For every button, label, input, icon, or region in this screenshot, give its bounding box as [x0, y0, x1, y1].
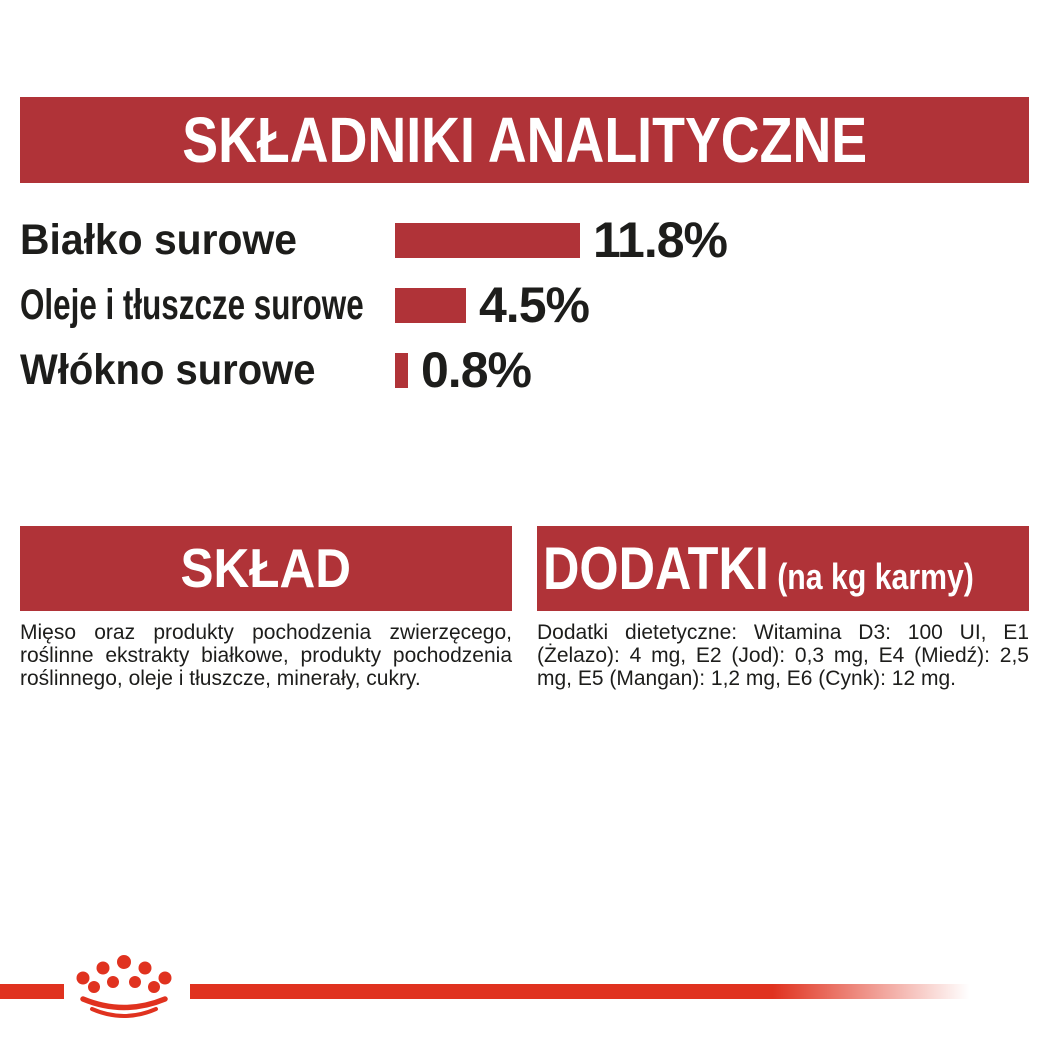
footer-rule-left — [0, 984, 64, 999]
additives-banner-text — [543, 534, 974, 602]
chart-row-protein — [20, 212, 728, 268]
footer-rule-right — [190, 984, 977, 999]
chart-value-label: 11.8% — [593, 212, 728, 268]
additives-title: DODATKI — [543, 534, 769, 602]
chart-row-fat — [20, 277, 589, 333]
chart-category-label: Włókno surowe — [20, 345, 316, 394]
page-title: SKŁADNIKI ANALITYCZNE — [182, 104, 867, 176]
chart-bar — [395, 223, 580, 258]
chart-category-label: Białko surowe — [20, 215, 297, 264]
additives-subtitle: (na kg karmy) — [777, 555, 974, 597]
chart-value-label: 4.5% — [479, 277, 589, 333]
chart-row-fibre — [20, 342, 531, 398]
chart-bar — [395, 353, 408, 388]
royal-canin-crown-logo — [74, 953, 174, 1025]
chart-bar — [395, 288, 466, 323]
additives-banner — [537, 526, 1029, 611]
composition-body: Mięso oraz produkty pochodzenia zwierzęcego, roślinne ekstrakty białkowe, produkty pochodzenia roślinnego, oleje i tłuszcze, minerały, cukry. — [20, 621, 512, 690]
composition-banner — [20, 526, 512, 611]
composition-section — [20, 526, 512, 690]
additives-body: Dodatki dietetyczne: Witamina D3: 100 UI, E1 (Żelazo): 4 mg, E2 (Jod): 0,3 mg, E4 (Miedź): 2,5 mg, E5 (Mangan): 1,2 mg, E6 (Cynk): 12 mg. — [537, 621, 1029, 690]
composition-title: SKŁAD — [180, 537, 352, 599]
header-banner — [20, 97, 1029, 183]
chart-category-label: Oleje i tłuszcze surowe — [20, 280, 364, 329]
chart-value-label: 0.8% — [421, 342, 531, 398]
additives-section — [537, 526, 1029, 690]
